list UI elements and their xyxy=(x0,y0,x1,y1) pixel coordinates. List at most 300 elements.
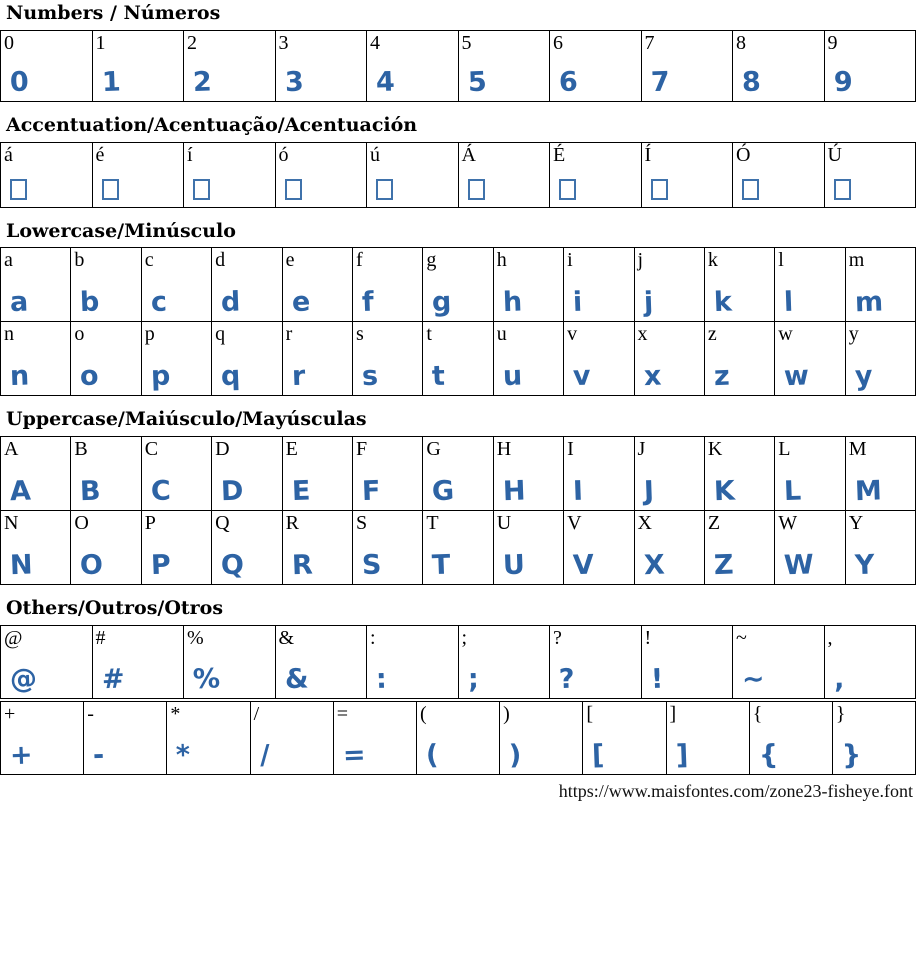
char-label: 9 xyxy=(825,31,838,54)
char-label: % xyxy=(184,626,204,649)
char-cell xyxy=(824,30,916,102)
char-cell xyxy=(0,701,84,775)
char-label: b xyxy=(71,248,84,271)
char-cell xyxy=(499,701,583,775)
char-label: t xyxy=(423,322,432,345)
char-cell xyxy=(0,625,93,699)
char-label: o xyxy=(71,322,84,345)
section-title-uppercase: Uppercase/Maiúsculo/Mayúsculas xyxy=(6,408,916,431)
char-label: / xyxy=(251,702,260,725)
char-cell xyxy=(83,701,167,775)
char-label: ó xyxy=(276,143,289,166)
char-label: 4 xyxy=(367,31,380,54)
section-uppercase xyxy=(0,408,916,585)
char-cell xyxy=(422,436,493,511)
char-cell xyxy=(458,142,551,208)
section-title-accentuation: Accentuation/Acentuação/Acentuación xyxy=(6,114,916,137)
char-cell xyxy=(0,247,71,322)
char-label: } xyxy=(833,702,846,725)
char-label: ú xyxy=(367,143,380,166)
char-cell xyxy=(211,436,282,511)
char-glyph: k xyxy=(704,289,732,322)
missing-glyph-box-icon xyxy=(193,179,210,200)
char-glyph: & xyxy=(275,665,309,698)
char-label: F xyxy=(353,437,367,460)
char-cell xyxy=(333,701,417,775)
char-label: m xyxy=(846,248,865,271)
char-cell xyxy=(92,30,185,102)
char-glyph: @ xyxy=(0,665,37,698)
char-label: { xyxy=(750,702,763,725)
char-cell xyxy=(211,247,282,322)
char-cell xyxy=(732,142,825,208)
char-cell xyxy=(0,142,93,208)
char-cell xyxy=(641,30,734,102)
char-cell xyxy=(845,436,916,511)
char-glyph: 9 xyxy=(824,68,853,101)
char-label: i xyxy=(564,248,573,271)
char-label: J xyxy=(635,437,646,460)
char-cell xyxy=(92,625,185,699)
char-label: 8 xyxy=(733,31,746,54)
missing-glyph-box-icon xyxy=(376,179,393,200)
sections xyxy=(0,2,916,775)
char-glyph: Z xyxy=(704,552,734,585)
char-cell xyxy=(183,30,276,102)
char-cell xyxy=(352,510,423,585)
char-glyph: ; xyxy=(458,666,479,699)
char-label: Y xyxy=(846,511,863,534)
char-cell xyxy=(92,142,185,208)
char-label: w xyxy=(775,322,792,345)
char-cell xyxy=(549,625,642,699)
char-cell xyxy=(549,142,642,208)
char-label: Ó xyxy=(733,143,750,166)
char-cell xyxy=(282,321,353,396)
char-label: q xyxy=(212,322,225,345)
char-glyph: [ xyxy=(583,742,605,775)
section-numbers xyxy=(0,2,916,102)
char-glyph: f xyxy=(352,289,374,322)
char-cell xyxy=(0,30,93,102)
char-label: S xyxy=(353,511,367,534)
char-cell xyxy=(634,247,705,322)
char-cell xyxy=(352,247,423,322)
char-cell xyxy=(732,30,825,102)
char-cell xyxy=(774,510,845,585)
char-label: y xyxy=(846,322,859,345)
section-lowercase xyxy=(0,220,916,397)
char-glyph: # xyxy=(92,665,125,698)
char-label: * xyxy=(167,702,180,725)
char-label: é xyxy=(93,143,105,166)
char-label: ? xyxy=(550,626,562,649)
missing-glyph-box-icon xyxy=(834,179,851,200)
char-label: H xyxy=(494,437,511,460)
char-cell xyxy=(563,436,634,511)
char-label: d xyxy=(212,248,225,271)
char-glyph: B xyxy=(71,478,102,511)
char-glyph: Q xyxy=(212,552,245,585)
char-label: z xyxy=(705,322,717,345)
char-label: j xyxy=(635,248,644,271)
char-cell xyxy=(704,321,775,396)
char-glyph: R xyxy=(282,552,313,585)
char-glyph: u xyxy=(493,363,522,396)
char-glyph: b xyxy=(71,289,100,322)
char-cell xyxy=(141,436,212,511)
char-label: + xyxy=(1,702,15,725)
char-cell xyxy=(275,30,368,102)
char-glyph: l xyxy=(775,289,794,322)
char-cell xyxy=(70,247,141,322)
char-label: Á xyxy=(459,143,476,166)
char-cell xyxy=(749,701,833,775)
missing-glyph-box-icon xyxy=(651,179,668,200)
char-cell xyxy=(183,142,276,208)
char-label: ) xyxy=(500,702,510,725)
char-glyph: j xyxy=(634,289,653,322)
char-glyph: p xyxy=(141,363,170,396)
char-cell xyxy=(634,510,705,585)
char-glyph: x xyxy=(634,363,662,396)
char-label: [ xyxy=(583,702,593,725)
char-glyph: X xyxy=(634,552,665,585)
char-cell xyxy=(845,247,916,322)
char-row xyxy=(0,436,916,511)
char-label: u xyxy=(494,322,507,345)
char-glyph: s xyxy=(352,363,378,396)
char-cell xyxy=(824,625,916,699)
section-title-lowercase: Lowercase/Minúsculo xyxy=(6,220,916,243)
char-cell xyxy=(422,321,493,396)
char-glyph: ( xyxy=(416,742,438,775)
char-cell xyxy=(70,510,141,585)
char-cell xyxy=(493,510,564,585)
char-cell xyxy=(282,436,353,511)
char-cell xyxy=(634,321,705,396)
char-cell xyxy=(563,247,634,322)
char-cell xyxy=(458,30,551,102)
char-glyph: ) xyxy=(500,742,522,775)
char-glyph: P xyxy=(141,552,171,585)
char-label: f xyxy=(353,248,363,271)
char-cell xyxy=(704,436,775,511)
char-glyph: 0 xyxy=(0,68,29,101)
char-cell xyxy=(845,321,916,396)
char-cell xyxy=(250,701,334,775)
char-cell xyxy=(366,30,459,102)
char-row xyxy=(0,247,916,322)
char-glyph: c xyxy=(141,289,167,322)
char-label: C xyxy=(142,437,158,460)
char-cell xyxy=(634,436,705,511)
char-cell xyxy=(416,701,500,775)
char-label: e xyxy=(283,248,295,271)
char-label: 2 xyxy=(184,31,197,54)
char-label: v xyxy=(564,322,577,345)
char-glyph: Y xyxy=(845,552,875,585)
char-glyph: { xyxy=(749,742,778,775)
char-label: g xyxy=(423,248,436,271)
char-label: M xyxy=(846,437,867,460)
missing-glyph-box-icon xyxy=(102,179,119,200)
missing-glyph-box-icon xyxy=(10,179,27,200)
source-url: https://www.maisfontes.com/zone23-fisheye.font xyxy=(0,781,913,802)
char-glyph: 4 xyxy=(366,68,395,101)
char-label: ; xyxy=(459,626,468,649)
char-label: X xyxy=(635,511,652,534)
char-glyph: + xyxy=(0,741,33,774)
char-cell xyxy=(352,436,423,511)
char-cell xyxy=(493,321,564,396)
char-glyph: a xyxy=(0,289,28,322)
char-cell xyxy=(824,142,916,208)
char-cell xyxy=(141,247,212,322)
char-glyph: 7 xyxy=(641,68,670,101)
char-glyph: z xyxy=(704,363,730,396)
char-glyph: U xyxy=(493,552,525,585)
char-cell xyxy=(211,510,282,585)
char-label: a xyxy=(1,248,13,271)
char-cell xyxy=(845,510,916,585)
char-label: í xyxy=(184,143,193,166)
char-label: x xyxy=(635,322,648,345)
missing-glyph-box-icon xyxy=(559,179,576,200)
char-glyph: - xyxy=(84,742,105,775)
char-label: , xyxy=(825,626,833,649)
char-label: l xyxy=(775,248,784,271)
char-cell xyxy=(366,625,459,699)
char-cell xyxy=(666,701,750,775)
char-glyph: H xyxy=(493,478,526,511)
char-glyph: 3 xyxy=(275,68,304,101)
char-glyph: ! xyxy=(641,666,663,699)
char-label: ( xyxy=(417,702,427,725)
char-label: s xyxy=(353,322,364,345)
char-label: # xyxy=(93,626,106,649)
char-cell xyxy=(458,625,551,699)
char-glyph: % xyxy=(183,665,220,698)
char-label: n xyxy=(1,322,14,345)
missing-glyph-box-icon xyxy=(742,179,759,200)
char-glyph: F xyxy=(352,478,381,511)
section-accentuation xyxy=(0,114,916,208)
char-label: K xyxy=(705,437,722,460)
missing-glyph-box-icon xyxy=(285,179,302,200)
char-label: ~ xyxy=(733,626,747,649)
char-glyph: d xyxy=(212,289,241,322)
char-cell xyxy=(563,321,634,396)
char-label: E xyxy=(283,437,298,460)
char-cell xyxy=(774,436,845,511)
char-glyph: q xyxy=(212,363,241,396)
char-label: 7 xyxy=(642,31,655,54)
char-glyph: 1 xyxy=(92,68,121,101)
char-label: r xyxy=(283,322,293,345)
char-glyph: W xyxy=(775,552,815,585)
char-label: Í xyxy=(642,143,652,166)
char-glyph: g xyxy=(423,289,452,322)
char-glyph: r xyxy=(282,363,305,396)
char-row xyxy=(0,30,916,102)
char-label: 3 xyxy=(276,31,289,54)
char-label: R xyxy=(283,511,299,534)
char-glyph: O xyxy=(71,552,104,585)
char-glyph: ~ xyxy=(732,665,765,698)
char-cell xyxy=(641,142,734,208)
char-row xyxy=(0,321,916,396)
char-glyph: 5 xyxy=(458,68,487,101)
section-others xyxy=(0,597,916,775)
char-label: : xyxy=(367,626,376,649)
char-glyph: ] xyxy=(666,742,688,775)
char-row xyxy=(0,510,916,585)
char-label: I xyxy=(564,437,574,460)
char-label: Q xyxy=(212,511,229,534)
char-cell xyxy=(141,321,212,396)
char-glyph: y xyxy=(845,363,873,396)
char-cell xyxy=(774,247,845,322)
char-glyph: A xyxy=(0,478,31,511)
char-label: 1 xyxy=(93,31,106,54)
char-label: 5 xyxy=(459,31,472,54)
char-label: W xyxy=(775,511,797,534)
char-label: G xyxy=(423,437,440,460)
char-cell xyxy=(582,701,666,775)
char-label: = xyxy=(334,702,348,725)
char-label: p xyxy=(142,322,155,345)
char-label: B xyxy=(71,437,87,460)
char-label: & xyxy=(276,626,295,649)
char-row xyxy=(0,142,916,208)
char-glyph: E xyxy=(282,478,311,511)
char-label: D xyxy=(212,437,229,460)
char-glyph: J xyxy=(634,478,654,511)
char-label: T xyxy=(423,511,438,534)
char-cell xyxy=(563,510,634,585)
char-cell xyxy=(832,701,916,775)
char-label: A xyxy=(1,437,18,460)
char-glyph: m xyxy=(845,289,883,322)
char-glyph: o xyxy=(71,363,100,396)
char-glyph: K xyxy=(704,478,735,511)
char-glyph: t xyxy=(423,363,446,396)
char-glyph: i xyxy=(564,289,583,322)
char-glyph: 6 xyxy=(549,68,578,101)
char-cell xyxy=(493,436,564,511)
char-cell xyxy=(70,321,141,396)
char-cell xyxy=(141,510,212,585)
char-label: 6 xyxy=(550,31,563,54)
char-row xyxy=(0,701,916,775)
char-cell xyxy=(0,510,71,585)
char-cell xyxy=(549,30,642,102)
char-glyph: N xyxy=(0,552,33,585)
char-glyph: e xyxy=(282,289,310,322)
char-glyph: D xyxy=(212,478,245,511)
char-glyph: / xyxy=(250,742,270,775)
char-glyph: n xyxy=(0,363,29,396)
char-label: L xyxy=(775,437,790,460)
char-cell xyxy=(732,625,825,699)
section-title-others: Others/Outros/Otros xyxy=(6,597,916,620)
char-cell xyxy=(0,321,71,396)
char-cell xyxy=(352,321,423,396)
char-glyph: G xyxy=(423,478,455,511)
char-cell xyxy=(493,247,564,322)
char-cell xyxy=(704,247,775,322)
char-cell xyxy=(704,510,775,585)
char-cell xyxy=(166,701,250,775)
char-glyph: } xyxy=(832,742,861,775)
char-label: @ xyxy=(1,626,22,649)
char-cell xyxy=(422,510,493,585)
char-label: h xyxy=(494,248,507,271)
char-glyph: : xyxy=(366,666,387,699)
char-glyph: 8 xyxy=(732,68,761,101)
char-glyph: = xyxy=(333,741,366,774)
char-glyph: L xyxy=(775,478,802,511)
char-label: É xyxy=(550,143,565,166)
char-label: ] xyxy=(667,702,677,725)
char-cell xyxy=(183,625,276,699)
char-glyph: h xyxy=(493,289,522,322)
char-glyph: V xyxy=(564,552,595,585)
char-glyph: * xyxy=(167,742,191,775)
char-row xyxy=(0,625,916,699)
char-cell xyxy=(0,436,71,511)
char-glyph: I xyxy=(564,478,584,511)
char-label: c xyxy=(142,248,154,271)
char-glyph: , xyxy=(824,666,844,699)
char-glyph: C xyxy=(141,478,171,511)
char-glyph: v xyxy=(564,363,592,396)
char-cell xyxy=(282,510,353,585)
char-glyph: T xyxy=(423,552,452,585)
char-label: ! xyxy=(642,626,652,649)
char-glyph: 2 xyxy=(183,68,212,101)
char-cell xyxy=(422,247,493,322)
char-cell xyxy=(211,321,282,396)
missing-glyph-box-icon xyxy=(468,179,485,200)
char-label: U xyxy=(494,511,511,534)
char-label: - xyxy=(84,702,94,725)
char-cell xyxy=(70,436,141,511)
char-label: P xyxy=(142,511,156,534)
char-label: N xyxy=(1,511,18,534)
char-glyph: S xyxy=(352,552,382,585)
font-specimen-page xyxy=(0,2,916,802)
char-label: á xyxy=(1,143,13,166)
char-cell xyxy=(774,321,845,396)
char-cell xyxy=(275,142,368,208)
char-label: 0 xyxy=(1,31,14,54)
char-label: O xyxy=(71,511,88,534)
char-glyph: w xyxy=(775,363,810,396)
char-glyph: M xyxy=(845,478,882,511)
char-label: V xyxy=(564,511,581,534)
char-cell xyxy=(275,625,368,699)
char-glyph: ? xyxy=(549,666,575,699)
section-title-numbers: Numbers / Números xyxy=(6,2,916,25)
char-label: k xyxy=(705,248,718,271)
char-cell xyxy=(641,625,734,699)
char-cell xyxy=(366,142,459,208)
char-cell xyxy=(282,247,353,322)
char-label: Ú xyxy=(825,143,842,166)
char-label: Z xyxy=(705,511,720,534)
